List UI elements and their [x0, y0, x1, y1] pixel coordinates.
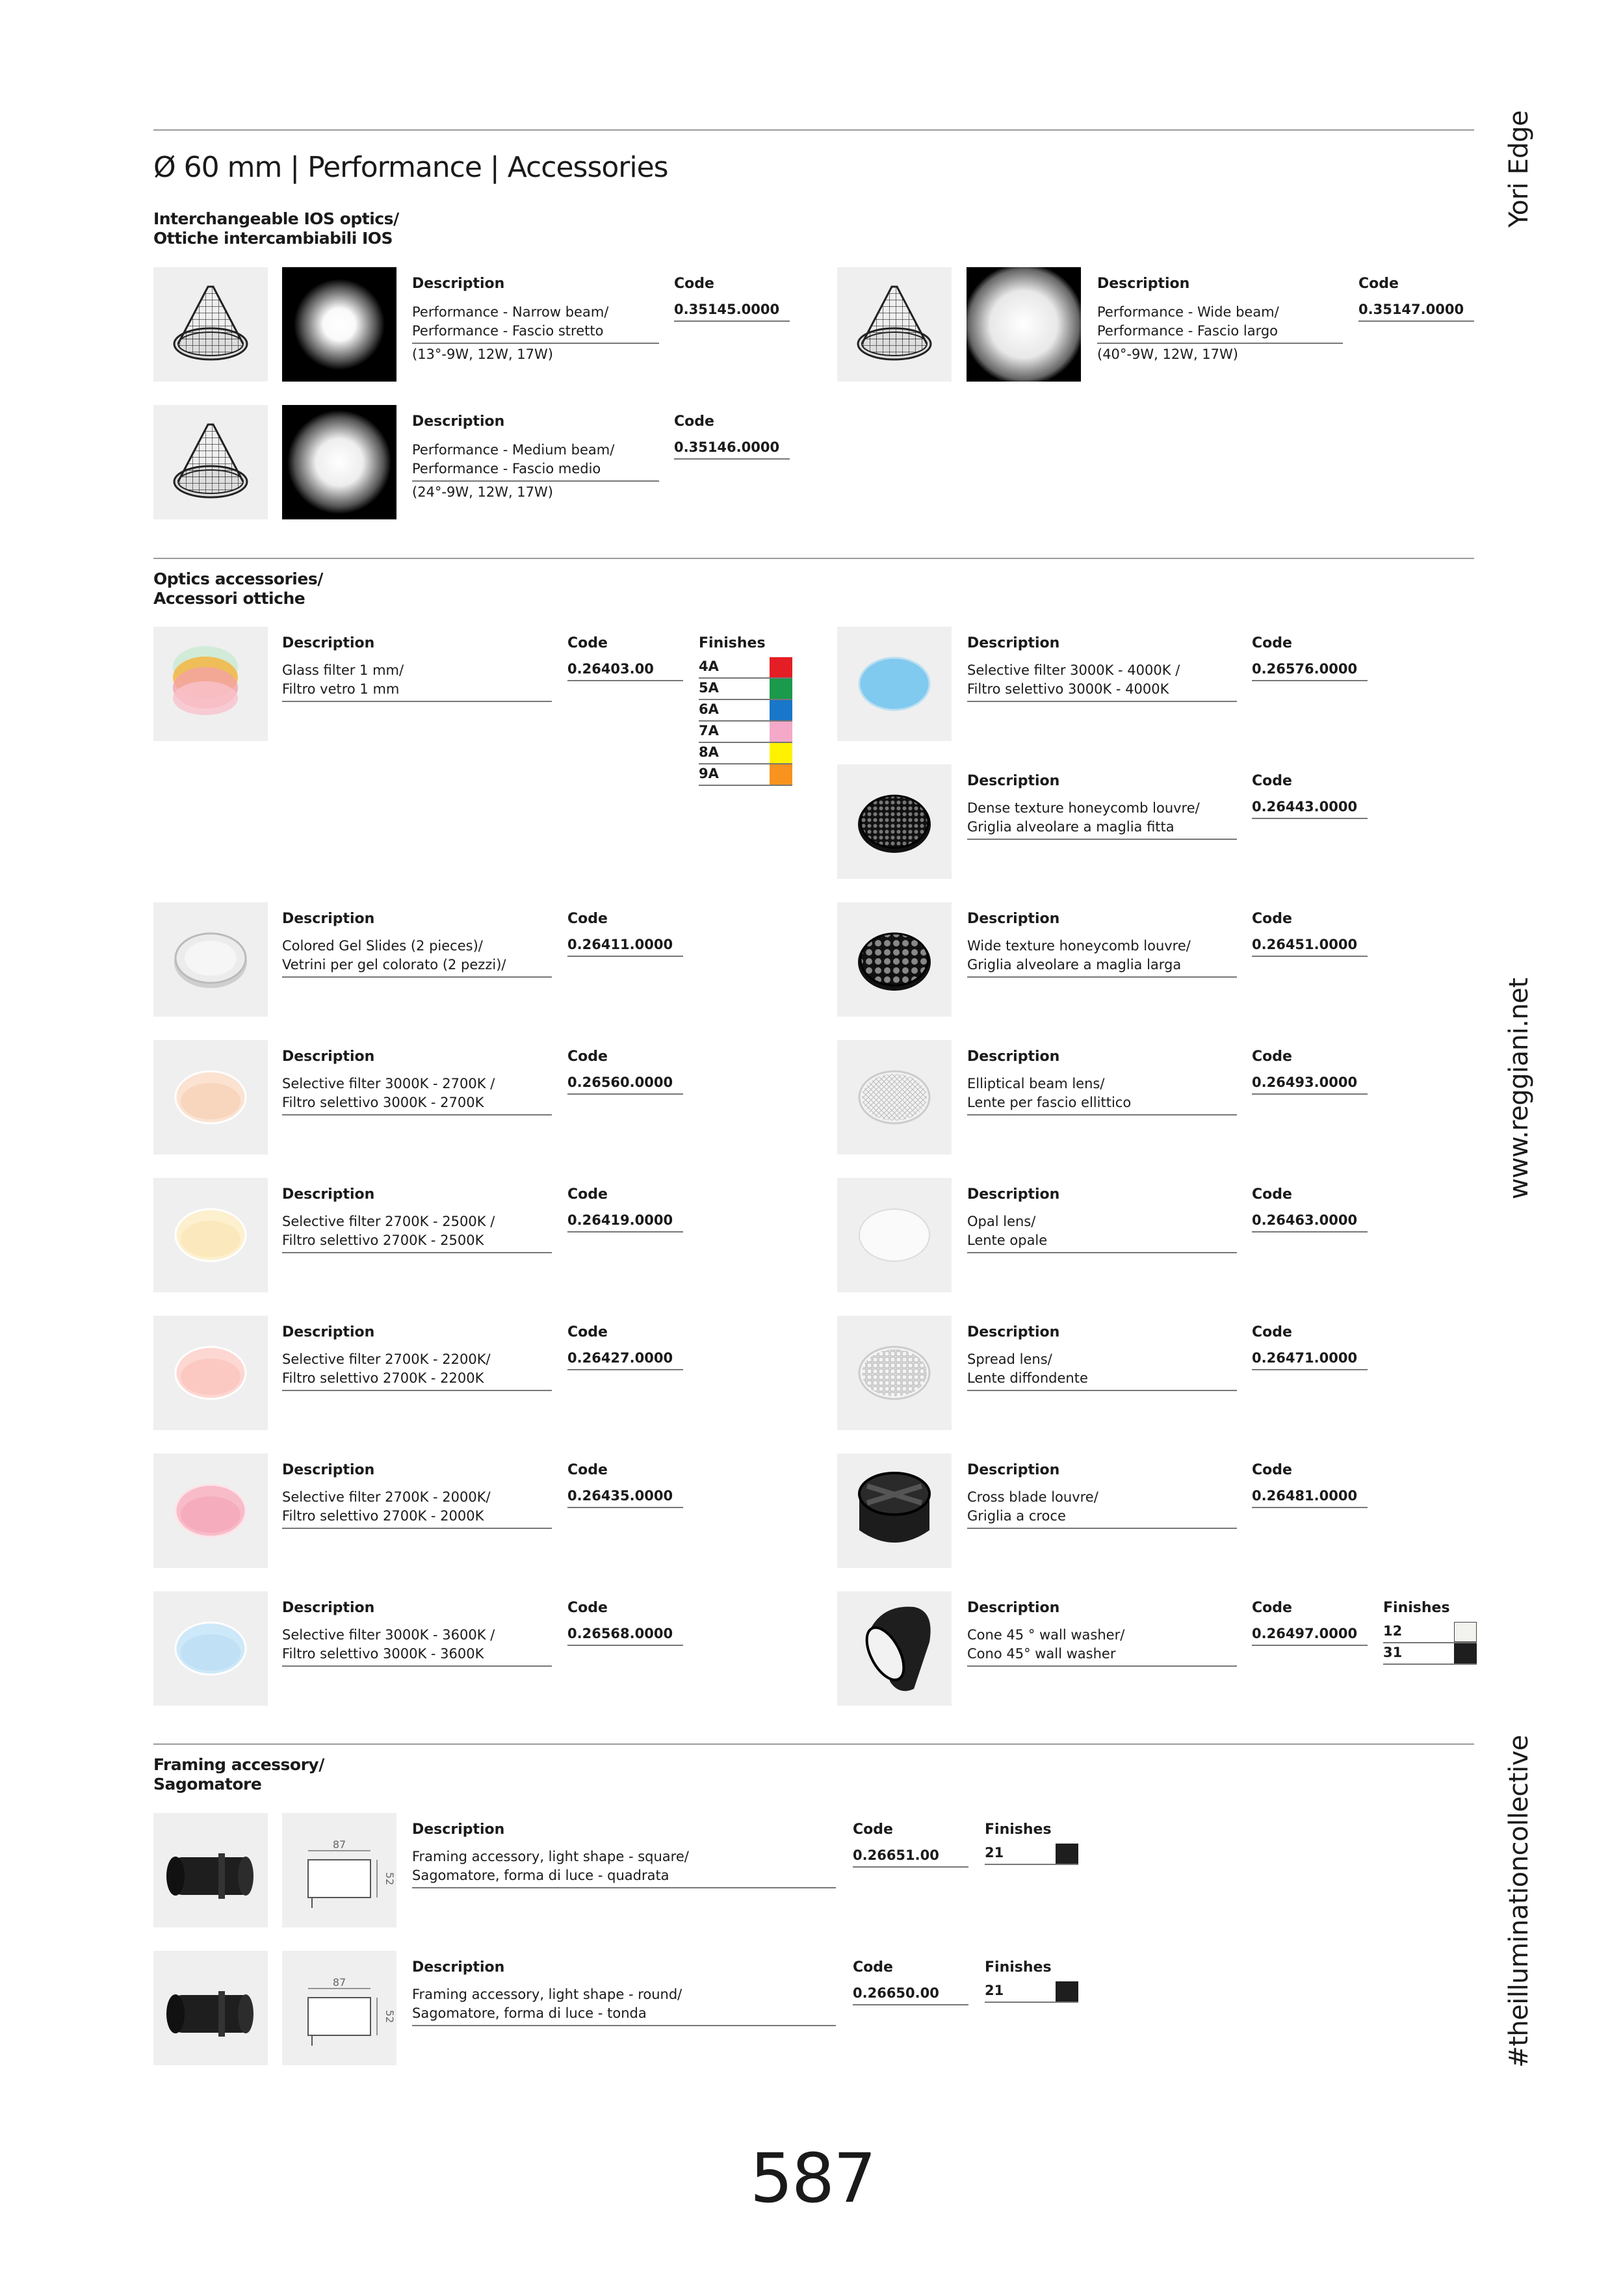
code-label: Code — [1252, 635, 1292, 651]
page-number: 587 — [749, 2139, 876, 2218]
item-note: (24°-9W, 12W, 17W) — [412, 484, 553, 500]
item-description: Selective filter 2700K - 2000K/ Filtro selettivo 2700K - 2000K — [282, 1488, 552, 1529]
description-label: Description — [967, 773, 1060, 789]
finish-swatch — [770, 743, 792, 763]
website-side-label: www.reggiani.net — [1504, 978, 1534, 1199]
finish-swatch — [1454, 1643, 1477, 1663]
item-code: 0.26419.0000 — [567, 1211, 683, 1233]
item-code: 0.26497.0000 — [1252, 1624, 1368, 1646]
code-label: Code — [1252, 1049, 1292, 1065]
code-label: Code — [674, 276, 714, 292]
finishes-list — [1383, 1622, 1477, 1665]
item-description: Performance - Wide beam/ Performance - Fascio largo — [1097, 303, 1343, 344]
description-label: Description — [412, 276, 505, 292]
finishes-list — [699, 657, 792, 786]
code-label: Code — [1252, 911, 1292, 927]
code-label: Code — [1252, 1462, 1292, 1478]
finishes-label: Finishes — [699, 635, 766, 651]
finish-swatch — [1056, 1981, 1078, 2002]
description-label: Description — [967, 1186, 1060, 1203]
code-label: Code — [1358, 276, 1399, 292]
description-label: Description — [282, 1186, 375, 1203]
framing-dimension-drawing — [282, 1813, 396, 1927]
finish-option: 8A — [699, 743, 792, 764]
elliptical-beam-lens-image — [837, 1040, 952, 1155]
description-label: Description — [967, 1324, 1060, 1340]
finish-swatch — [770, 657, 792, 677]
description-label: Description — [412, 413, 505, 430]
item-description: Spread lens/ Lente diffondente — [967, 1350, 1237, 1391]
item-description: Selective filter 3000K - 3600K / Filtro selettivo 3000K - 3600K — [282, 1626, 552, 1667]
item-description: Performance - Medium beam/ Performance - Fascio medio — [412, 441, 659, 482]
item-code: 0.26576.0000 — [1252, 660, 1368, 681]
code-label: Code — [567, 1462, 608, 1478]
framing-accessory-image — [153, 1951, 268, 2065]
finishes-label: Finishes — [1383, 1600, 1450, 1616]
description-label: Description — [282, 911, 375, 927]
code-label: Code — [1252, 1600, 1292, 1616]
item-description: Framing accessory, light shape - square/ Sagomatore, forma di luce - quadrata — [412, 1847, 836, 1888]
finish-swatch — [1056, 1844, 1078, 1864]
code-label: Code — [853, 1821, 893, 1838]
framing-dimension-drawing — [282, 1951, 396, 2065]
finish-option: 4A — [699, 657, 792, 679]
item-code: 0.26435.0000 — [567, 1487, 683, 1508]
code-label: Code — [1252, 1186, 1292, 1203]
item-description: Dense texture honeycomb louvre/ Griglia alveolare a maglia fitta — [967, 799, 1237, 840]
opal-lens-image — [837, 1178, 952, 1292]
section-rule — [153, 1743, 1474, 1745]
item-code: 0.26650.00 — [853, 1984, 968, 2005]
item-code: 0.26463.0000 — [1252, 1211, 1368, 1233]
description-label: Description — [282, 1324, 375, 1340]
finish-swatch — [1454, 1622, 1477, 1642]
description-label: Description — [282, 1049, 375, 1065]
item-code: 0.26481.0000 — [1252, 1487, 1368, 1508]
dimension-width: 87 — [332, 1838, 346, 1851]
ios-optic-reflector-image — [153, 405, 268, 519]
item-code: 0.26568.0000 — [567, 1624, 683, 1646]
dimension-width: 87 — [332, 1976, 346, 1989]
item-code: 0.26471.0000 — [1252, 1349, 1368, 1370]
finishes-label: Finishes — [985, 1959, 1052, 1976]
code-label: Code — [567, 1186, 608, 1203]
item-code: 0.26493.0000 — [1252, 1073, 1368, 1095]
finish-swatch — [770, 679, 792, 699]
description-label: Description — [967, 635, 1060, 651]
item-description: Selective filter 2700K - 2500K / Filtro selettivo 2700K - 2500K — [282, 1212, 552, 1253]
code-label: Code — [1252, 1324, 1292, 1340]
item-code: 0.26651.00 — [853, 1846, 968, 1868]
item-code: 0.35145.0000 — [674, 300, 790, 322]
top-rule — [153, 129, 1474, 131]
description-label: Description — [282, 1600, 375, 1616]
ios-optic-reflector-image — [837, 267, 952, 382]
code-label: Code — [674, 413, 714, 430]
page-title: Ø 60 mm | Performance | Accessories — [153, 151, 668, 184]
item-code: 0.35146.0000 — [674, 438, 790, 460]
item-description: Selective filter 2700K - 2200K/ Filtro selettivo 2700K - 2200K — [282, 1350, 552, 1391]
item-description: Framing accessory, light shape - round/ Sagomatore, forma di luce - tonda — [412, 1985, 836, 2026]
finish-option: 6A — [699, 700, 792, 722]
item-code: 0.26451.0000 — [1252, 935, 1368, 957]
cone-wall-washer-image — [837, 1591, 952, 1706]
item-description: Glass filter 1 mm/ Filtro vetro 1 mm — [282, 661, 552, 702]
description-label: Description — [412, 1959, 505, 1976]
wide-honeycomb-louvre-image — [837, 902, 952, 1017]
framing-accessory-image — [153, 1813, 268, 1927]
cross-blade-louvre-image — [837, 1454, 952, 1568]
light-pink-filter-disc-image — [153, 1316, 268, 1430]
glass-filter-image — [153, 627, 268, 741]
section-ios-optics-title: Interchangeable IOS optics/ Ottiche intercambiabili IOS — [153, 209, 399, 248]
section-optics-accessories-title: Optics accessories/ Accessori ottiche — [153, 569, 323, 608]
code-label: Code — [567, 1324, 608, 1340]
section-rule — [153, 558, 1474, 559]
finish-option: 21 — [985, 1981, 1078, 2003]
cream-filter-disc-image — [153, 1178, 268, 1292]
item-description: Selective filter 3000K - 2700K / Filtro selettivo 3000K - 2700K — [282, 1075, 552, 1115]
hashtag-side-label: #theilluminationcollective — [1504, 1735, 1534, 2068]
narrow-beam-light-image — [282, 267, 396, 382]
item-note: (40°-9W, 12W, 17W) — [1097, 346, 1238, 362]
item-code: 0.26560.0000 — [567, 1073, 683, 1095]
finish-swatch — [770, 722, 792, 742]
peach-filter-disc-image — [153, 1040, 268, 1155]
item-description: Opal lens/ Lente opale — [967, 1212, 1237, 1253]
ios-optic-reflector-image — [153, 267, 268, 382]
finishes-list — [985, 1844, 1078, 1865]
item-code: 0.26443.0000 — [1252, 798, 1368, 819]
description-label: Description — [967, 1049, 1060, 1065]
dimension-height: 52 — [383, 1872, 396, 1886]
item-code: 0.26411.0000 — [567, 935, 683, 957]
description-label: Description — [967, 1462, 1060, 1478]
finish-option: 12 — [1383, 1622, 1477, 1643]
description-label: Description — [967, 1600, 1060, 1616]
item-description: Selective filter 3000K - 4000K / Filtro selettivo 3000K - 4000K — [967, 661, 1237, 702]
code-label: Code — [567, 911, 608, 927]
wide-beam-light-image — [967, 267, 1081, 382]
dense-honeycomb-louvre-image — [837, 764, 952, 879]
medium-beam-light-image — [282, 405, 396, 519]
pink-filter-disc-image — [153, 1454, 268, 1568]
description-label: Description — [1097, 276, 1190, 292]
spread-lens-image — [837, 1316, 952, 1430]
description-label: Description — [282, 1462, 375, 1478]
code-label: Code — [853, 1959, 893, 1976]
item-description: Performance - Narrow beam/ Performance - Fascio stretto — [412, 303, 659, 344]
description-label: Description — [967, 911, 1060, 927]
code-label: Code — [567, 635, 608, 651]
code-label: Code — [567, 1600, 608, 1616]
finish-option: 21 — [985, 1844, 1078, 1865]
light-blue-filter-disc-image — [153, 1591, 268, 1706]
section-framing-title: Framing accessory/ Sagomatore — [153, 1755, 324, 1794]
item-code: 0.26427.0000 — [567, 1349, 683, 1370]
item-code: 0.26403.00 — [567, 660, 683, 681]
code-label: Code — [567, 1049, 608, 1065]
finish-swatch — [770, 764, 792, 785]
item-description: Cone 45 ° wall washer/ Cono 45° wall washer — [967, 1626, 1237, 1667]
item-code: 0.35147.0000 — [1358, 300, 1474, 322]
gel-slide-holder-image — [153, 902, 268, 1017]
description-label: Description — [282, 635, 375, 651]
finish-option: 5A — [699, 679, 792, 700]
item-description: Colored Gel Slides (2 pieces)/ Vetrini per gel colorato (2 pezzi)/ — [282, 937, 552, 978]
finishes-list — [985, 1981, 1078, 2003]
brand-side-label: Yori Edge — [1504, 110, 1534, 228]
item-note: (13°-9W, 12W, 17W) — [412, 346, 553, 362]
finish-option: 31 — [1383, 1643, 1477, 1665]
blue-filter-disc-image — [837, 627, 952, 741]
finish-option: 9A — [699, 764, 792, 786]
item-description: Cross blade louvre/ Griglia a croce — [967, 1488, 1237, 1529]
finish-swatch — [770, 700, 792, 720]
item-description: Elliptical beam lens/ Lente per fascio ellittico — [967, 1075, 1237, 1115]
item-description: Wide texture honeycomb louvre/ Griglia alveolare a maglia larga — [967, 937, 1237, 978]
finishes-label: Finishes — [985, 1821, 1052, 1838]
code-label: Code — [1252, 773, 1292, 789]
finish-option: 7A — [699, 722, 792, 743]
description-label: Description — [412, 1821, 505, 1838]
dimension-height: 52 — [383, 2009, 396, 2024]
